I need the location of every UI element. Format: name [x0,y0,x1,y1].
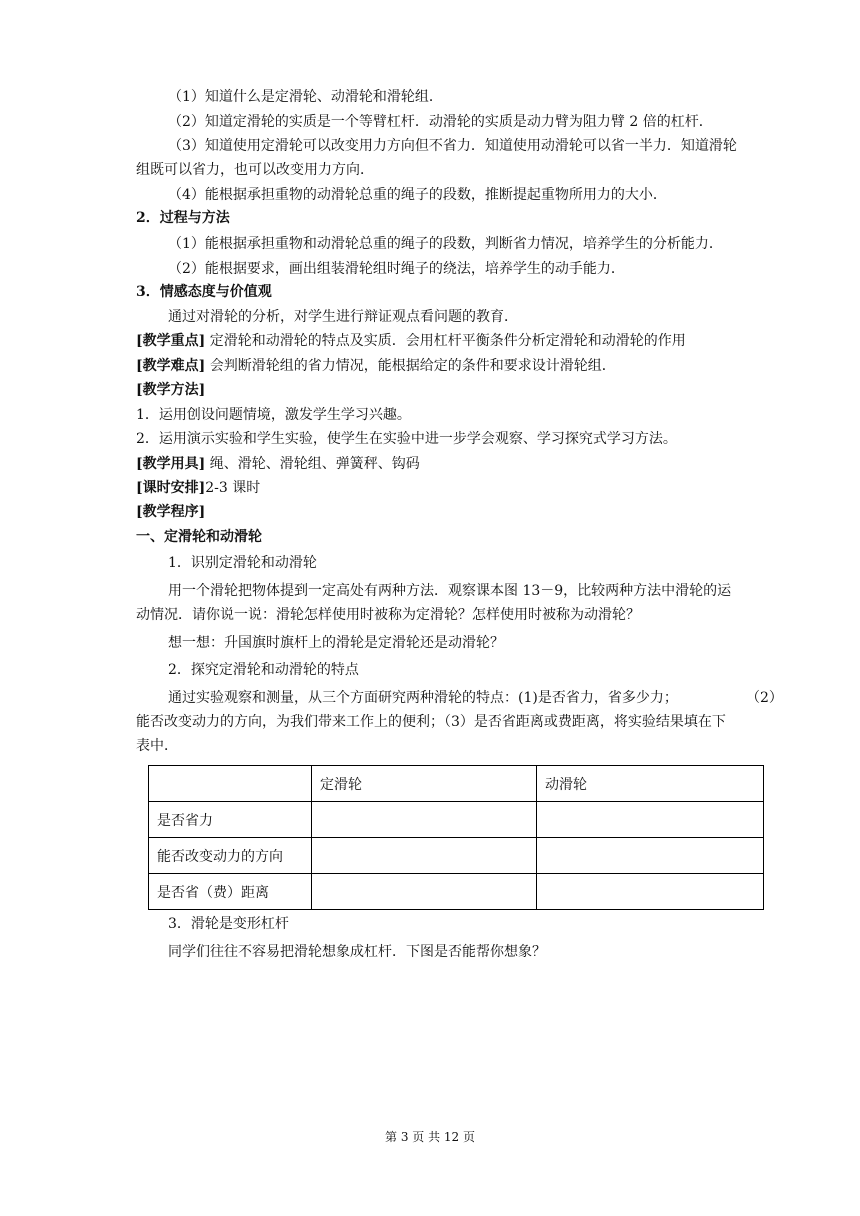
tools-text: 绳、滑轮、滑轮组、弹簧秤、钩码 [205,456,420,472]
table-cell [537,838,764,874]
objective-3-cont: 组既可以省力，也可以改变用力方向． [136,162,374,178]
table-row [149,838,764,874]
methods-heading: [教学方法] [136,382,206,398]
subsection-3-para: 同学们往往不容易把滑轮想象成杠杆．下图是否能帮你想象？ [168,944,546,960]
subsection-2-para-tail: （2） [746,690,783,706]
objective-2: （2）知道定滑轮的实质是一个等臂杠杆．动滑轮的实质是动力臂为阻力臂 2 倍的杠杆． [168,114,713,130]
subsection-2-para-line-1: 通过实验观察和测量，从三个方面研究两种滑轮的特点：(1)是否省力，省多少力； [168,690,678,706]
section-1-heading: 一、定滑轮和动滑轮 [136,529,262,545]
method-1: 1．运用创设问题情境，激发学生学习兴趣。 [136,407,411,423]
subsection-1-para-line-1: 用一个滑轮把物体提到一定高处有两种方法．观察课本图 13－9，比较两种方法中滑轮的运 [168,583,732,599]
procedure-heading: [教学程序] [136,504,206,520]
experiment-table [148,765,764,910]
table-header-cell: 动滑轮 [537,766,764,802]
subsection-2-para-line-3: 表中． [136,738,178,754]
difficulties-text: 会判断滑轮组的省力情况，能根据给定的条件和要求设计滑轮组． [205,358,616,374]
tools-label: [教学用具] [136,456,206,472]
subsection-1-para-line-2: 动情况．请你说一说：滑轮怎样使用时被称为定滑轮？怎样使用时被称为动滑轮？ [136,607,640,623]
table-cell [537,802,764,838]
table-cell: 能否改变动力的方向 [149,838,312,874]
table-header-row [149,766,764,802]
schedule-text: 2-3 课时 [205,480,261,496]
table-row [149,874,764,910]
attitude-text: 通过对滑轮的分析，对学生进行辩证观点看问题的教育． [168,309,518,325]
attitude-heading: 3．情感态度与价值观 [136,284,272,300]
difficulties-label: [教学难点] [136,358,206,374]
key-points [136,330,686,352]
table-cell [312,838,537,874]
schedule-label: [课时安排] [136,480,206,496]
difficulties [136,355,616,377]
method-2: 2．运用演示实验和学生实验，使学生在实验中进一步学会观察、学习探究式学习方法。 [136,431,677,447]
table-header-cell [149,766,312,802]
process-1: （1）能根据承担重物和动滑轮总重的绳子的段数，判断省力情况，培养学生的分析能力． [168,236,723,252]
table-header-cell: 定滑轮 [312,766,537,802]
objective-1: （1）知道什么是定滑轮、动滑轮和滑轮组． [168,89,443,105]
objective-3: （3）知道使用定滑轮可以改变用力方向但不省力．知道使用动滑轮可以省一半力．知道滑轮 [168,138,737,154]
table-cell: 是否省（费）距离 [149,874,312,910]
table-cell [312,802,537,838]
subsection-2-para-line-2: 能否改变动力的方向，为我们带来工作上的便利；（3）是否省距离或费距离，将实验结果填在下 [136,714,726,730]
key-points-label: [教学重点] [136,333,206,349]
subsection-1-think: 想一想：升国旗时旗杆上的滑轮是定滑轮还是动滑轮？ [168,635,504,651]
table-row [149,802,764,838]
subsection-2-heading: 2．探究定滑轮和动滑轮的特点 [168,662,359,678]
tools [136,453,420,475]
table-cell [537,874,764,910]
subsection-1-heading: 1．识别定滑轮和动滑轮 [168,555,317,571]
objective-4: （4）能根据承担重物的动滑轮总重的绳子的段数，推断提起重物所用力的大小． [168,187,667,203]
page-footer: 第 3 页 共 12 页 [385,1130,475,1144]
process-heading: 2．过程与方法 [136,210,230,226]
subsection-3-heading: 3．滑轮是变形杠杆 [168,916,289,932]
process-2: （2）能根据要求，画出组装滑轮组时绳子的绕法，培养学生的动手能力． [168,261,625,277]
schedule [136,477,260,499]
table-cell: 是否省力 [149,802,312,838]
table-cell [312,874,537,910]
key-points-text: 定滑轮和动滑轮的特点及实质．会用杠杆平衡条件分析定滑轮和动滑轮的作用 [205,333,686,349]
